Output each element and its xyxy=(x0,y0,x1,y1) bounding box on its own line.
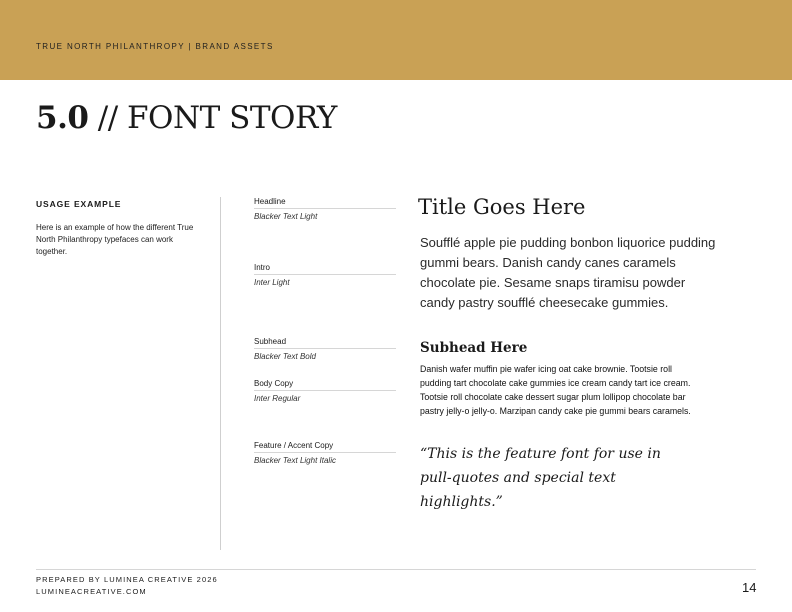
sample-intro: Soufflé apple pie pudding bonbon liquorice pudding gummi bears. Danish candy canes caramels chocolate pie. Sesame snaps tiramisu powder candy pastry soufflé cheesecake gummies. xyxy=(420,235,716,310)
spec-subhead xyxy=(254,337,396,361)
footer-divider xyxy=(36,569,756,570)
column-divider xyxy=(220,197,221,550)
spec-typeface: Blacker Text Light xyxy=(254,212,318,221)
section-title: // FONT STORY xyxy=(88,100,337,136)
spec-typeface: Blacker Text Bold xyxy=(254,352,316,361)
spec-typeface: Blacker Text Light Italic xyxy=(254,456,336,465)
page-title xyxy=(36,100,337,136)
header-title: TRUE NORTH PHILANTHROPY | BRAND ASSETS xyxy=(36,42,274,51)
spec-feature-copy xyxy=(254,441,396,465)
usage-example-description: Here is an example of how the different True North Philanthropy typefaces can work together. xyxy=(36,223,194,256)
spec-name: Headline xyxy=(254,197,396,209)
sample-title: Title Goes Here xyxy=(418,195,586,219)
spec-name: Feature / Accent Copy xyxy=(254,441,396,453)
spec-intro xyxy=(254,263,396,287)
sample-pull-quote: “This is the feature font for use in pull-quotes and special text highlights.” xyxy=(420,446,661,510)
section-number: 5.0 xyxy=(36,100,89,136)
header-band xyxy=(0,0,792,80)
footer-credit: PREPARED BY LUMINEA CREATIVE 2026 xyxy=(36,575,218,584)
sample-subhead: Subhead Here xyxy=(420,340,528,356)
usage-example-label: USAGE EXAMPLE xyxy=(36,199,122,209)
page-number: 14 xyxy=(742,580,757,595)
spec-typeface: Inter Regular xyxy=(254,394,301,403)
spec-name: Body Copy xyxy=(254,379,396,391)
spec-body-copy xyxy=(254,379,396,403)
spec-headline xyxy=(254,197,396,221)
spec-name: Subhead xyxy=(254,337,396,349)
spec-typeface: Inter Light xyxy=(254,278,290,287)
spec-name: Intro xyxy=(254,263,396,275)
sample-body-copy: Danish wafer muffin pie wafer icing oat cake brownie. Tootsie roll pudding tart chocolate cake gummies ice cream candy tart ice cream. Tootsie roll chocolate cake dessert sugar plum lollipop chocolate bar pastry jelly-o jelly-o. Marzipan candy cake pie gummi bears caramels. xyxy=(420,364,691,416)
footer-website: LUMINEACREATIVE.COM xyxy=(36,587,147,596)
